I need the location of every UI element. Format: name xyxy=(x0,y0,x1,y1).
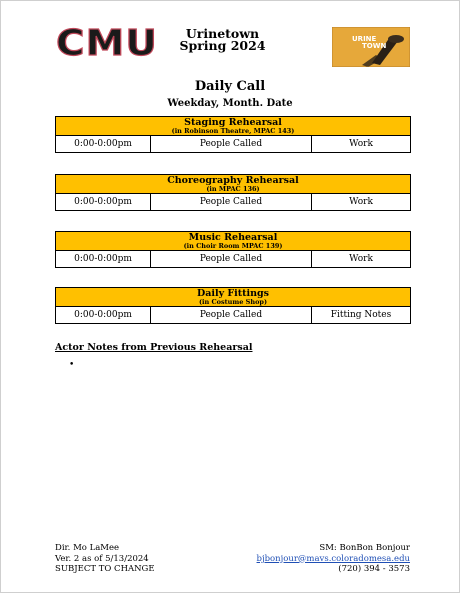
show-logo-text-line2: TOWN xyxy=(362,42,387,50)
date-line: Weekday, Month. Date xyxy=(167,98,293,109)
show-logo xyxy=(332,27,410,67)
subject-to-change: SUBJECT TO CHANGE xyxy=(55,564,155,574)
call-type-cell: Work xyxy=(349,139,373,149)
season: Spring 2024 xyxy=(179,38,266,53)
people-called-cell: People Called xyxy=(151,307,312,323)
version: Ver. 2 as of 5/13/2024 xyxy=(55,553,149,564)
show-logo-text xyxy=(352,36,386,50)
sm-phone: (720) 394 - 3573 xyxy=(338,564,410,574)
time-cell: 0:00-0:00pm xyxy=(56,194,151,210)
section-music xyxy=(55,231,411,268)
section-header xyxy=(55,231,411,251)
section-header xyxy=(55,174,411,194)
section-header xyxy=(55,116,411,136)
header-title xyxy=(175,28,270,52)
section-title: Staging Rehearsal xyxy=(184,117,282,128)
call-type-cell: Work xyxy=(349,197,373,207)
section-row xyxy=(55,307,411,324)
stage-manager: SM: BonBon Bonjour xyxy=(319,543,410,553)
page-title: Daily Call xyxy=(194,79,266,94)
cmu-logo xyxy=(55,25,160,60)
time-cell: 0:00-0:00pm xyxy=(56,136,151,152)
section-location: (in Robinson Theatre, MPAC 143) xyxy=(171,127,295,135)
section-title: Music Rehearsal xyxy=(188,232,278,243)
section-location: (in Choir Room MPAC 139) xyxy=(183,242,283,250)
section-row xyxy=(55,136,411,153)
actor-notes-heading: Actor Notes from Previous Rehearsal xyxy=(55,342,253,353)
footer-right xyxy=(257,543,410,575)
section-staging xyxy=(55,116,411,153)
director: Dir. Mo LaMee xyxy=(55,543,120,553)
section-title: Choreography Rehearsal xyxy=(167,175,299,186)
call-type-cell: Work xyxy=(349,254,373,264)
people-called-cell: People Called xyxy=(151,251,312,267)
section-location: (in Costume Shop) xyxy=(198,298,268,306)
section-header xyxy=(55,287,411,307)
people-called-cell: People Called xyxy=(151,136,312,152)
section-choreography xyxy=(55,174,411,211)
call-type-cell: Fitting Notes xyxy=(330,310,392,320)
section-row xyxy=(55,251,411,268)
section-location: (in MPAC 136) xyxy=(206,185,260,193)
cmu-logo-text: CMU xyxy=(56,25,158,60)
section-row xyxy=(55,194,411,211)
sm-email-link[interactable]: bjbonjour@mavs.coloradomesa.edu xyxy=(256,553,410,564)
show-logo-text-line1: URINE xyxy=(352,35,377,43)
people-called-cell: People Called xyxy=(151,194,312,210)
time-cell: 0:00-0:00pm xyxy=(56,307,151,323)
footer-left xyxy=(55,543,155,575)
notes-bullet: • xyxy=(69,360,75,370)
section-title: Daily Fittings xyxy=(196,288,270,299)
section-fittings xyxy=(55,287,411,324)
time-cell: 0:00-0:00pm xyxy=(56,251,151,267)
show-title: Urinetown xyxy=(185,26,260,41)
